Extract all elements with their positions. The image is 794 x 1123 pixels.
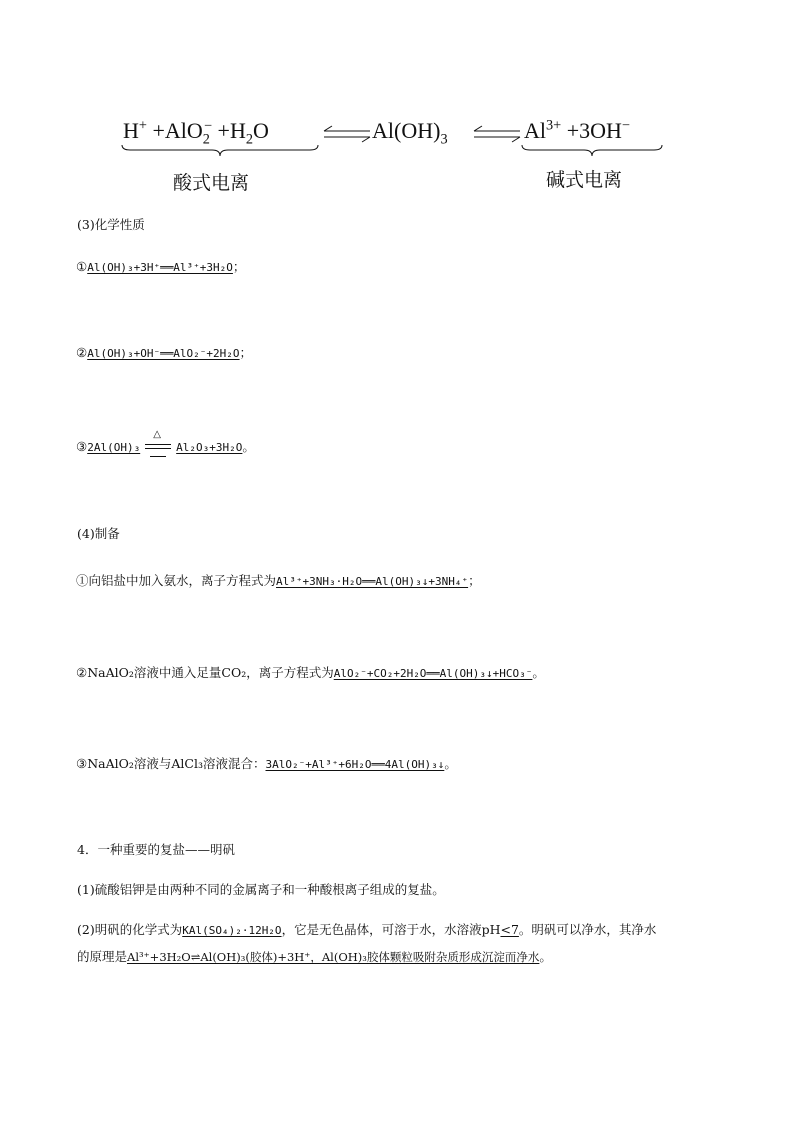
acid-ionization-label: 酸式电离 <box>173 172 250 194</box>
heat-condition: △ <box>144 441 172 455</box>
equilibrium-arrow-right <box>472 122 522 146</box>
equilibrium-arrow-left <box>322 122 372 146</box>
al-ion: $Al^{3+}$ <box>524 117 562 143</box>
plus-sign: + <box>566 118 580 143</box>
paragraph: (2)明矾的化学式为KAl(SO₄)₂·12H₂O，它是无色晶体，可溶于水，水溶液pH<7。明矾可以净水，其净水 <box>77 922 657 937</box>
base-products <box>524 118 630 144</box>
paragraph: 的原理是Al³⁺+3H₂O⇌Al(OH)₃(胶体)+3H⁺，Al(OH)₃胶体颗粒吸附杂质形成沉淀而净水。 <box>77 949 552 964</box>
section-heading: 4．一种重要的复盐——明矾 <box>77 842 235 857</box>
equation-row: ③2Al(OH)₃ △ Al₂O₃+3H₂O。 <box>76 437 255 455</box>
base-ionization-label: 碱式电离 <box>546 169 623 191</box>
purification-principle: Al³⁺+3H₂O⇌Al(OH)₃(胶体)+3H⁺，Al(OH)₃胶体颗粒吸附杂质形成沉淀而净水 <box>127 950 540 964</box>
acid-brace <box>120 144 320 158</box>
plus-sign: + <box>152 118 165 143</box>
base-brace <box>520 144 664 158</box>
plus-sign: + <box>217 118 230 143</box>
preparation-item: ③NaAlO₂溶液与AlCl₃溶液混合：3AlO₂⁻+Al³⁺+6H₂O══4Al(OH)₃↓。 <box>76 756 457 771</box>
aluminum-hydroxide: $Al(OH)_3$ <box>372 118 448 148</box>
equation-row: ②Al(OH)₃+OH⁻══AlO₂⁻+2H₂O； <box>76 345 253 360</box>
ionization-equation <box>123 117 269 148</box>
aluminate-ion: AlO$_2$− <box>164 117 213 148</box>
equation: 3AlO₂⁻+Al³⁺+6H₂O══4Al(OH)₃↓ <box>265 758 445 771</box>
equation-row: ①Al(OH)₃+3H⁺══Al³⁺+3H₂O； <box>76 259 246 274</box>
equation-product: Al₂O₃+3H₂O <box>176 441 243 454</box>
section-heading: (4)制备 <box>77 526 120 541</box>
equation-reactant: 2Al(OH)₃ <box>87 441 141 454</box>
hydroxide-ion: 3OH− <box>579 117 630 143</box>
h-ion: H+ <box>123 117 147 143</box>
preparation-item: ①向铝盐中加入氨水，离子方程式为Al³⁺+3NH₃·H₂O══Al(OH)₃↓+3NH₄⁺； <box>76 573 481 588</box>
equation: AlO₂⁻+CO₂+2H₂O══Al(OH)₃↓+HCO₃⁻ <box>333 667 533 680</box>
section-heading: (3)化学性质 <box>77 217 145 232</box>
equation: Al³⁺+3NH₃·H₂O══Al(OH)₃↓+3NH₄⁺ <box>276 575 469 588</box>
equation: Al(OH)₃+OH⁻══AlO₂⁻+2H₂O <box>87 347 240 360</box>
paragraph: (1)硫酸铝钾是由两种不同的金属离子和一种酸根离子组成的复盐。 <box>77 882 445 897</box>
ph-value: <7 <box>500 922 519 937</box>
alum-formula: KAl(SO₄)₂·12H₂O <box>182 924 282 937</box>
preparation-item: ②NaAlO₂溶液中通入足量CO₂，离子方程式为AlO₂⁻+CO₂+2H₂O══Al(OH)₃↓+HCO₃⁻。 <box>76 665 545 680</box>
equation: Al(OH)₃+3H⁺══Al³⁺+3H₂O <box>87 261 233 274</box>
water: $H_2O$ <box>229 118 269 148</box>
